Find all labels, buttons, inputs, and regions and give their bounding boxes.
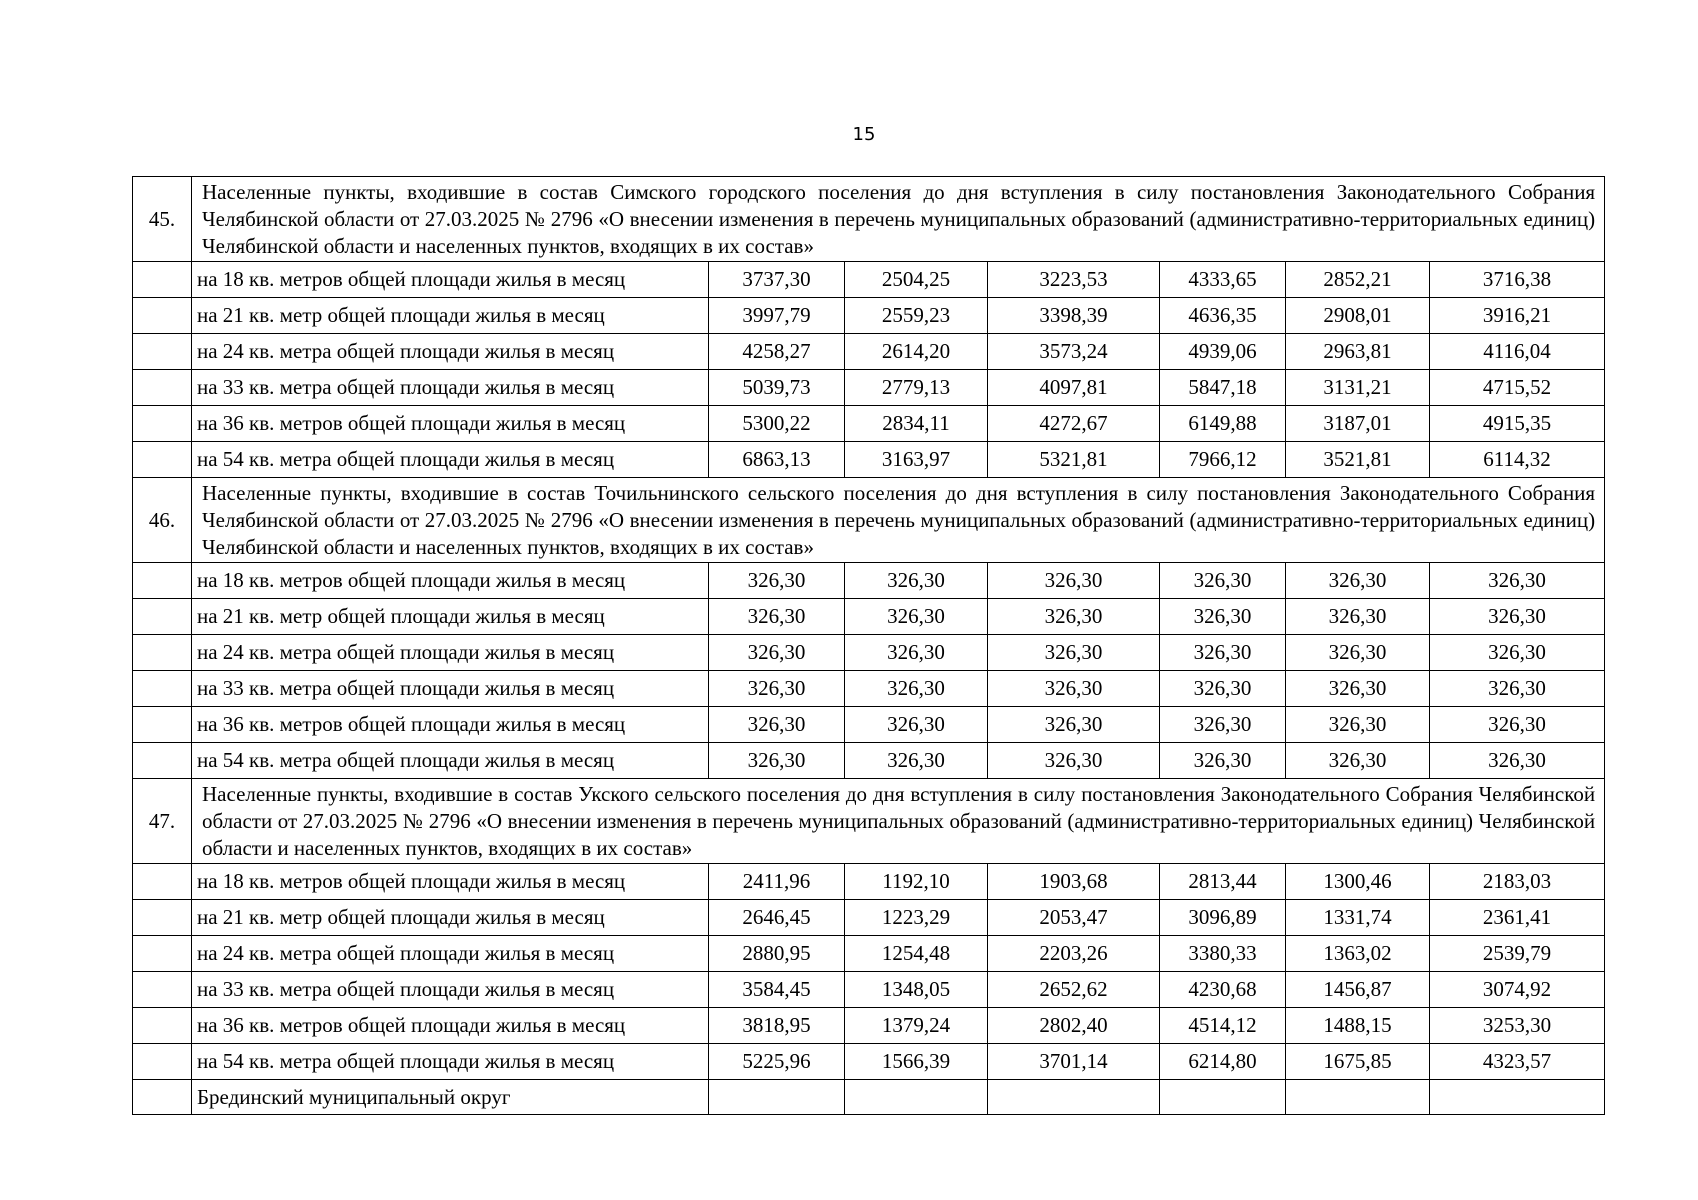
- value-cell: 326,30: [709, 563, 845, 599]
- value-cell: 326,30: [1430, 599, 1605, 635]
- empty-number-cell: [133, 743, 192, 779]
- value-cell: 4272,67: [988, 406, 1160, 442]
- table-row: [133, 864, 1605, 900]
- value-cell: 2813,44: [1160, 864, 1286, 900]
- empty-number-cell: [133, 900, 192, 936]
- value-cell: 326,30: [1286, 743, 1430, 779]
- value-cell: 326,30: [1430, 743, 1605, 779]
- district-row: [133, 1080, 1605, 1115]
- value-cell: 3187,01: [1286, 406, 1430, 442]
- row-label: на 21 кв. метр общей площади жилья в месяц: [192, 900, 709, 936]
- section-number: 47.: [133, 779, 192, 864]
- value-cell: 2504,25: [845, 262, 988, 298]
- value-cell: 2646,45: [709, 900, 845, 936]
- value-cell: 3997,79: [709, 298, 845, 334]
- table-row: [133, 972, 1605, 1008]
- value-cell: 2880,95: [709, 936, 845, 972]
- value-cell: 1300,46: [1286, 864, 1430, 900]
- value-cell: 5039,73: [709, 370, 845, 406]
- empty-number-cell: [133, 262, 192, 298]
- section-heading-row: [133, 177, 1605, 262]
- row-label: на 18 кв. метров общей площади жилья в месяц: [192, 563, 709, 599]
- value-cell: 6114,32: [1430, 442, 1605, 478]
- value-cell: 4514,12: [1160, 1008, 1286, 1044]
- value-cell: 326,30: [1286, 671, 1430, 707]
- value-cell: 3737,30: [709, 262, 845, 298]
- value-cell: 5300,22: [709, 406, 845, 442]
- value-cell: 2963,81: [1286, 334, 1430, 370]
- empty-number-cell: [133, 1008, 192, 1044]
- table-row: [133, 1044, 1605, 1080]
- section-number: 45.: [133, 177, 192, 262]
- value-cell: 4636,35: [1160, 298, 1286, 334]
- row-label: на 18 кв. метров общей площади жилья в месяц: [192, 262, 709, 298]
- table-row: [133, 262, 1605, 298]
- section-heading: Населенные пункты, входившие в состав Укского сельского поселения до дня вступления в силу постановления Законодательного Собрания Челябинской области от 27.03.2025 № 2796 «О внесении изменения в перечень муниципальных образований (административно-территориальных единиц) Челябинской области и населенных пунктов, входящих в их состав»: [192, 779, 1605, 864]
- value-cell: 326,30: [1286, 599, 1430, 635]
- value-cell: 5321,81: [988, 442, 1160, 478]
- empty-number-cell: [133, 671, 192, 707]
- value-cell: 2183,03: [1430, 864, 1605, 900]
- row-label: на 36 кв. метров общей площади жилья в месяц: [192, 707, 709, 743]
- section-heading: Населенные пункты, входившие в состав Симского городского поселения до дня вступления в силу постановления Законодательного Собрания Челябинской области от 27.03.2025 № 2796 «О внесении изменения в перечень муниципальных образований (административно-территориальных единиц) Челябинской области и населенных пунктов, входящих в их состав»: [192, 177, 1605, 262]
- value-cell: 326,30: [709, 671, 845, 707]
- value-cell: 326,30: [1160, 563, 1286, 599]
- table-row: [133, 298, 1605, 334]
- value-cell: 4258,27: [709, 334, 845, 370]
- value-cell: 1254,48: [845, 936, 988, 972]
- value-cell: 2802,40: [988, 1008, 1160, 1044]
- empty-number-cell: [133, 370, 192, 406]
- value-cell: 3223,53: [988, 262, 1160, 298]
- empty-number-cell: [133, 936, 192, 972]
- value-cell: 3584,45: [709, 972, 845, 1008]
- value-cell: 326,30: [845, 599, 988, 635]
- section-heading: Населенные пункты, входившие в состав Точильнинского сельского поселения до дня вступления в силу постановления Законодательного Собрания Челябинской области от 27.03.2025 № 2796 «О внесении изменения в перечень муниципальных образований (административно-территориальных единиц) Челябинской области и населенных пунктов, входящих в их состав»: [192, 478, 1605, 563]
- value-cell: 326,30: [845, 743, 988, 779]
- row-label: на 33 кв. метра общей площади жилья в месяц: [192, 370, 709, 406]
- value-cell: 3096,89: [1160, 900, 1286, 936]
- value-cell: 2614,20: [845, 334, 988, 370]
- row-label: на 54 кв. метра общей площади жилья в месяц: [192, 442, 709, 478]
- row-label: на 24 кв. метра общей площади жилья в месяц: [192, 635, 709, 671]
- section-heading-row: [133, 478, 1605, 563]
- value-cell: 3253,30: [1430, 1008, 1605, 1044]
- value-cell: 326,30: [1160, 671, 1286, 707]
- value-cell: 3163,97: [845, 442, 988, 478]
- table-row: [133, 707, 1605, 743]
- value-cell: 4230,68: [1160, 972, 1286, 1008]
- value-cell: 3916,21: [1430, 298, 1605, 334]
- value-cell: 4915,35: [1430, 406, 1605, 442]
- value-cell: 2908,01: [1286, 298, 1430, 334]
- value-cell: 3701,14: [988, 1044, 1160, 1080]
- table-row: [133, 563, 1605, 599]
- value-cell: 326,30: [845, 563, 988, 599]
- empty-value-cell: [1160, 1080, 1286, 1115]
- empty-number-cell: [133, 972, 192, 1008]
- value-cell: 4097,81: [988, 370, 1160, 406]
- value-cell: 2834,11: [845, 406, 988, 442]
- value-cell: 6149,88: [1160, 406, 1286, 442]
- row-label: на 54 кв. метра общей площади жилья в месяц: [192, 743, 709, 779]
- value-cell: 1363,02: [1286, 936, 1430, 972]
- value-cell: 1348,05: [845, 972, 988, 1008]
- row-label: на 36 кв. метров общей площади жилья в месяц: [192, 1008, 709, 1044]
- value-cell: 5847,18: [1160, 370, 1286, 406]
- row-label: на 21 кв. метр общей площади жилья в месяц: [192, 599, 709, 635]
- value-cell: 1379,24: [845, 1008, 988, 1044]
- empty-value-cell: [988, 1080, 1160, 1115]
- value-cell: 326,30: [709, 599, 845, 635]
- value-cell: 326,30: [1430, 671, 1605, 707]
- table-row: [133, 936, 1605, 972]
- value-cell: 1903,68: [988, 864, 1160, 900]
- value-cell: 326,30: [1160, 599, 1286, 635]
- value-cell: 326,30: [1286, 635, 1430, 671]
- table-body: [133, 177, 1605, 1115]
- value-cell: 326,30: [709, 707, 845, 743]
- value-cell: 326,30: [1286, 707, 1430, 743]
- value-cell: 326,30: [709, 743, 845, 779]
- row-label: на 18 кв. метров общей площади жилья в месяц: [192, 864, 709, 900]
- empty-number-cell: [133, 1080, 192, 1115]
- table-row: [133, 370, 1605, 406]
- value-cell: 2361,41: [1430, 900, 1605, 936]
- value-cell: 1192,10: [845, 864, 988, 900]
- row-label: на 24 кв. метра общей площади жилья в месяц: [192, 334, 709, 370]
- section-number: 46.: [133, 478, 192, 563]
- value-cell: 5225,96: [709, 1044, 845, 1080]
- row-label: на 33 кв. метра общей площади жилья в месяц: [192, 671, 709, 707]
- empty-number-cell: [133, 298, 192, 334]
- value-cell: 1331,74: [1286, 900, 1430, 936]
- value-cell: 2779,13: [845, 370, 988, 406]
- table-row: [133, 635, 1605, 671]
- empty-number-cell: [133, 599, 192, 635]
- value-cell: 326,30: [1430, 635, 1605, 671]
- value-cell: 3573,24: [988, 334, 1160, 370]
- value-cell: 4715,52: [1430, 370, 1605, 406]
- row-label: на 33 кв. метра общей площади жилья в месяц: [192, 972, 709, 1008]
- table-row: [133, 334, 1605, 370]
- section-heading-row: [133, 779, 1605, 864]
- value-cell: 2852,21: [1286, 262, 1430, 298]
- value-cell: 326,30: [1160, 707, 1286, 743]
- value-cell: 2559,23: [845, 298, 988, 334]
- empty-number-cell: [133, 406, 192, 442]
- table-row: [133, 599, 1605, 635]
- empty-value-cell: [1430, 1080, 1605, 1115]
- value-cell: 1456,87: [1286, 972, 1430, 1008]
- value-cell: 326,30: [988, 599, 1160, 635]
- value-cell: 6863,13: [709, 442, 845, 478]
- table-row: [133, 671, 1605, 707]
- value-cell: 2539,79: [1430, 936, 1605, 972]
- empty-number-cell: [133, 1044, 192, 1080]
- value-cell: 4333,65: [1160, 262, 1286, 298]
- value-cell: 326,30: [845, 635, 988, 671]
- empty-value-cell: [1286, 1080, 1430, 1115]
- value-cell: 326,30: [988, 707, 1160, 743]
- value-cell: 326,30: [845, 671, 988, 707]
- value-cell: 326,30: [1430, 563, 1605, 599]
- value-cell: 3380,33: [1160, 936, 1286, 972]
- value-cell: 326,30: [988, 563, 1160, 599]
- empty-number-cell: [133, 707, 192, 743]
- value-cell: 1223,29: [845, 900, 988, 936]
- value-cell: 3716,38: [1430, 262, 1605, 298]
- value-cell: 4323,57: [1430, 1044, 1605, 1080]
- value-cell: 326,30: [988, 671, 1160, 707]
- value-cell: 326,30: [1286, 563, 1430, 599]
- row-label: на 21 кв. метр общей площади жилья в месяц: [192, 298, 709, 334]
- value-cell: 1488,15: [1286, 1008, 1430, 1044]
- table-row: [133, 442, 1605, 478]
- value-cell: 326,30: [988, 635, 1160, 671]
- value-cell: 3131,21: [1286, 370, 1430, 406]
- empty-number-cell: [133, 864, 192, 900]
- page-number: 15: [852, 124, 876, 145]
- empty-number-cell: [133, 635, 192, 671]
- value-cell: 326,30: [988, 743, 1160, 779]
- value-cell: 2203,26: [988, 936, 1160, 972]
- table-row: [133, 1008, 1605, 1044]
- value-cell: 3074,92: [1430, 972, 1605, 1008]
- empty-number-cell: [133, 334, 192, 370]
- tariff-table: [132, 176, 1605, 1115]
- value-cell: 6214,80: [1160, 1044, 1286, 1080]
- value-cell: 4116,04: [1430, 334, 1605, 370]
- value-cell: 326,30: [709, 635, 845, 671]
- value-cell: 326,30: [845, 707, 988, 743]
- value-cell: 2411,96: [709, 864, 845, 900]
- value-cell: 1566,39: [845, 1044, 988, 1080]
- table-row: [133, 406, 1605, 442]
- empty-number-cell: [133, 442, 192, 478]
- table-row: [133, 743, 1605, 779]
- table-row: [133, 900, 1605, 936]
- value-cell: 326,30: [1430, 707, 1605, 743]
- empty-number-cell: [133, 563, 192, 599]
- empty-value-cell: [709, 1080, 845, 1115]
- value-cell: 4939,06: [1160, 334, 1286, 370]
- value-cell: 3521,81: [1286, 442, 1430, 478]
- value-cell: 2053,47: [988, 900, 1160, 936]
- value-cell: 1675,85: [1286, 1044, 1430, 1080]
- row-label: на 24 кв. метра общей площади жилья в месяц: [192, 936, 709, 972]
- empty-value-cell: [845, 1080, 988, 1115]
- row-label: на 36 кв. метров общей площади жилья в месяц: [192, 406, 709, 442]
- value-cell: 3398,39: [988, 298, 1160, 334]
- value-cell: 2652,62: [988, 972, 1160, 1008]
- value-cell: 3818,95: [709, 1008, 845, 1044]
- value-cell: 326,30: [1160, 743, 1286, 779]
- value-cell: 326,30: [1160, 635, 1286, 671]
- value-cell: 7966,12: [1160, 442, 1286, 478]
- district-name: Брединский муниципальный округ: [192, 1080, 709, 1115]
- row-label: на 54 кв. метра общей площади жилья в месяц: [192, 1044, 709, 1080]
